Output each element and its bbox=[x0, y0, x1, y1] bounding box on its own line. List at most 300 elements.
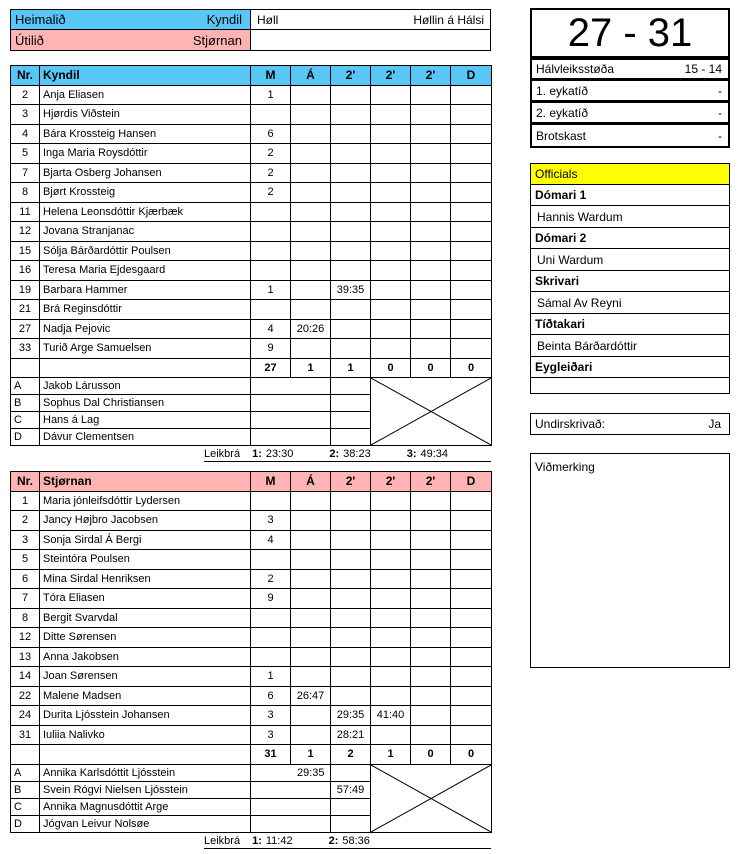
final-score: 27 - 31 bbox=[530, 8, 730, 58]
player-disqualification bbox=[451, 725, 492, 745]
player-goals bbox=[251, 491, 291, 511]
player-number: 13 bbox=[11, 647, 40, 667]
player-suspension-2 bbox=[371, 144, 411, 164]
player-disqualification bbox=[451, 667, 492, 687]
shootout-value: - bbox=[718, 128, 722, 143]
col-suspension-1: 2' bbox=[331, 472, 371, 492]
player-goals: 2 bbox=[251, 183, 291, 203]
player-goals: 9 bbox=[251, 589, 291, 609]
totals-blank bbox=[11, 745, 40, 765]
col-suspension-2: 2' bbox=[371, 66, 411, 86]
player-row bbox=[11, 183, 492, 203]
player-row bbox=[11, 261, 492, 281]
player-goals: 4 bbox=[251, 319, 291, 339]
player-suspension-3 bbox=[411, 163, 451, 183]
player-number: 12 bbox=[11, 628, 40, 648]
home-team-name: Kyndil bbox=[206, 12, 242, 27]
player-disqualification bbox=[451, 124, 492, 144]
official-role: Tíðtakari bbox=[531, 314, 729, 335]
player-suspension-3 bbox=[411, 608, 451, 628]
player-disqualification bbox=[451, 202, 492, 222]
player-name: Sonja Sirdal Á Bergi bbox=[40, 530, 251, 550]
player-warning bbox=[291, 105, 331, 125]
player-number: 6 bbox=[11, 569, 40, 589]
player-suspension-3 bbox=[411, 511, 451, 531]
timeout-number: 1: bbox=[252, 448, 262, 460]
player-disqualification bbox=[451, 300, 492, 320]
player-disqualification bbox=[451, 261, 492, 281]
player-name: Sólja Bárðardóttir Poulsen bbox=[40, 241, 251, 261]
player-number: 21 bbox=[11, 300, 40, 320]
official-code: A bbox=[11, 378, 40, 395]
player-warning bbox=[291, 339, 331, 359]
player-suspension-2 bbox=[371, 589, 411, 609]
player-row bbox=[11, 628, 492, 648]
player-suspension-1 bbox=[331, 569, 371, 589]
player-suspension-2 bbox=[371, 530, 411, 550]
player-row bbox=[11, 589, 492, 609]
remarks-box bbox=[530, 453, 730, 668]
table-header-row bbox=[11, 472, 492, 492]
player-suspension-1 bbox=[331, 511, 371, 531]
player-suspension-2 bbox=[371, 550, 411, 570]
totals-blank bbox=[40, 358, 251, 378]
official-warning bbox=[331, 395, 371, 412]
player-number: 24 bbox=[11, 706, 40, 726]
player-disqualification bbox=[451, 241, 492, 261]
player-suspension-2 bbox=[371, 628, 411, 648]
timeout-time: 58:36 bbox=[342, 835, 370, 847]
player-warning bbox=[291, 608, 331, 628]
player-suspension-1: 39:35 bbox=[331, 280, 371, 300]
official-role: Skrivari bbox=[531, 271, 729, 292]
player-warning bbox=[291, 261, 331, 281]
away-team-header bbox=[10, 30, 491, 51]
player-goals: 3 bbox=[251, 511, 291, 531]
player-suspension-2 bbox=[371, 241, 411, 261]
official-name: Beinta Bárðardóttir bbox=[531, 335, 729, 357]
player-row bbox=[11, 491, 492, 511]
player-number: 33 bbox=[11, 339, 40, 359]
total-s3: 0 bbox=[411, 745, 451, 765]
player-row bbox=[11, 124, 492, 144]
player-warning bbox=[291, 491, 331, 511]
totals-blank bbox=[11, 358, 40, 378]
player-disqualification bbox=[451, 85, 492, 105]
official-timeout: 29:35 bbox=[251, 764, 331, 781]
player-suspension-3 bbox=[411, 706, 451, 726]
player-goals bbox=[251, 608, 291, 628]
team-official-row bbox=[11, 764, 492, 781]
player-row bbox=[11, 608, 492, 628]
player-suspension-1 bbox=[331, 105, 371, 125]
player-suspension-1 bbox=[331, 491, 371, 511]
player-number: 14 bbox=[11, 667, 40, 687]
col-warning: Á bbox=[291, 66, 331, 86]
player-suspension-3 bbox=[411, 319, 451, 339]
player-number: 7 bbox=[11, 163, 40, 183]
player-disqualification bbox=[451, 339, 492, 359]
player-goals: 9 bbox=[251, 339, 291, 359]
player-disqualification bbox=[451, 569, 492, 589]
player-suspension-3 bbox=[411, 569, 451, 589]
official-timeout bbox=[251, 429, 331, 446]
player-suspension-1: 28:21 bbox=[331, 725, 371, 745]
player-goals: 6 bbox=[251, 124, 291, 144]
player-suspension-2 bbox=[371, 491, 411, 511]
player-warning: 26:47 bbox=[291, 686, 331, 706]
player-suspension-2 bbox=[371, 85, 411, 105]
player-suspension-2 bbox=[371, 339, 411, 359]
col-goals: M bbox=[251, 66, 291, 86]
player-warning bbox=[291, 511, 331, 531]
cross-mark bbox=[371, 378, 491, 445]
player-number: 8 bbox=[11, 183, 40, 203]
player-suspension-3 bbox=[411, 300, 451, 320]
player-suspension-3 bbox=[411, 530, 451, 550]
player-suspension-3 bbox=[411, 105, 451, 125]
overtime2-value: - bbox=[718, 105, 722, 120]
official-name: Hans á Lag bbox=[40, 412, 251, 429]
player-goals: 4 bbox=[251, 530, 291, 550]
player-suspension-2 bbox=[371, 163, 411, 183]
team-official-row bbox=[11, 378, 492, 395]
total-s2: 0 bbox=[371, 358, 411, 378]
player-suspension-3 bbox=[411, 647, 451, 667]
player-disqualification bbox=[451, 628, 492, 648]
away-label: Útilið bbox=[15, 32, 44, 48]
player-number: 27 bbox=[11, 319, 40, 339]
official-name: Jógvan Leivur Nolsøe bbox=[40, 815, 251, 832]
col-suspension-3: 2' bbox=[411, 472, 451, 492]
official-name: Annika Magnusdóttit Arge bbox=[40, 798, 251, 815]
player-disqualification bbox=[451, 491, 492, 511]
player-warning bbox=[291, 183, 331, 203]
official-timeout bbox=[251, 815, 331, 832]
player-row bbox=[11, 202, 492, 222]
officials-panel bbox=[530, 163, 730, 394]
player-name: Mina Sirdal Henriksen bbox=[40, 569, 251, 589]
player-goals bbox=[251, 222, 291, 242]
total-s2: 1 bbox=[371, 745, 411, 765]
player-suspension-2 bbox=[371, 511, 411, 531]
player-number: 1 bbox=[11, 491, 40, 511]
player-name: Jancy Højbro Jacobsen bbox=[40, 511, 251, 531]
player-suspension-2 bbox=[371, 300, 411, 320]
player-suspension-1 bbox=[331, 628, 371, 648]
halftime-row bbox=[530, 58, 730, 80]
halftime-label: Hálvleiksstøða bbox=[536, 62, 615, 76]
player-number: 4 bbox=[11, 124, 40, 144]
total-d: 0 bbox=[451, 745, 492, 765]
player-name: Teresa Maria Ejdesgaard bbox=[40, 261, 251, 281]
player-disqualification bbox=[451, 550, 492, 570]
timeout-number: 3: bbox=[406, 448, 417, 460]
timeout-time: 49:34 bbox=[420, 448, 449, 460]
player-row bbox=[11, 105, 492, 125]
official-warning bbox=[331, 798, 371, 815]
player-disqualification bbox=[451, 319, 492, 339]
total-a: 1 bbox=[291, 745, 331, 765]
player-warning bbox=[291, 144, 331, 164]
player-suspension-2 bbox=[371, 202, 411, 222]
player-suspension-1 bbox=[331, 339, 371, 359]
signed-value: Ja bbox=[708, 417, 721, 431]
official-name: Svein Rógvi Nielsen Ljósstein bbox=[40, 781, 251, 798]
official-code: D bbox=[11, 429, 40, 446]
officials-title: Officials bbox=[531, 164, 729, 185]
player-suspension-1 bbox=[331, 85, 371, 105]
player-goals: 2 bbox=[251, 569, 291, 589]
player-disqualification bbox=[451, 511, 492, 531]
player-row bbox=[11, 511, 492, 531]
player-number: 12 bbox=[11, 222, 40, 242]
player-suspension-3 bbox=[411, 686, 451, 706]
player-suspension-3 bbox=[411, 85, 451, 105]
player-row bbox=[11, 85, 492, 105]
player-number: 5 bbox=[11, 550, 40, 570]
player-goals bbox=[251, 202, 291, 222]
venue-name: Høllin á Hálsi bbox=[413, 12, 484, 27]
timeout-number: 2: bbox=[329, 448, 340, 460]
player-warning bbox=[291, 667, 331, 687]
player-disqualification bbox=[451, 608, 492, 628]
player-suspension-2 bbox=[371, 261, 411, 281]
player-suspension-2 bbox=[371, 608, 411, 628]
player-suspension-3 bbox=[411, 144, 451, 164]
player-name: Durita Ljósstein Johansen bbox=[40, 706, 251, 726]
away-team-name: Stjørnan bbox=[192, 32, 242, 48]
player-row bbox=[11, 686, 492, 706]
player-number: 8 bbox=[11, 608, 40, 628]
player-warning bbox=[291, 530, 331, 550]
total-a: 1 bbox=[291, 358, 331, 378]
timeout-number: 2: bbox=[328, 835, 339, 847]
player-warning bbox=[291, 222, 331, 242]
player-suspension-1 bbox=[331, 222, 371, 242]
player-warning bbox=[291, 706, 331, 726]
overtime2-label: 2. eykatíð bbox=[536, 105, 589, 120]
player-disqualification bbox=[451, 589, 492, 609]
player-suspension-2 bbox=[371, 647, 411, 667]
timeout-time: 11:42 bbox=[265, 835, 293, 847]
official-name: Uni Wardum bbox=[531, 249, 729, 271]
player-goals: 2 bbox=[251, 144, 291, 164]
player-suspension-3 bbox=[411, 550, 451, 570]
official-warning bbox=[331, 815, 371, 832]
crossed-cell bbox=[371, 764, 492, 832]
player-suspension-2 bbox=[371, 105, 411, 125]
home-label-cell bbox=[11, 10, 251, 29]
team2-table bbox=[10, 471, 492, 833]
player-suspension-1 bbox=[331, 686, 371, 706]
total-s1: 2 bbox=[331, 745, 371, 765]
player-row bbox=[11, 647, 492, 667]
player-warning bbox=[291, 550, 331, 570]
player-row bbox=[11, 725, 492, 745]
col-suspension-2: 2' bbox=[371, 472, 411, 492]
player-name: Inga Maria Roysdóttir bbox=[40, 144, 251, 164]
player-name: Anna Jakobsen bbox=[40, 647, 251, 667]
player-suspension-2 bbox=[371, 667, 411, 687]
player-row bbox=[11, 241, 492, 261]
player-row bbox=[11, 163, 492, 183]
player-goals bbox=[251, 550, 291, 570]
player-name: Bjørt Krossteig bbox=[40, 183, 251, 203]
team1-table bbox=[10, 65, 492, 446]
player-number: 22 bbox=[11, 686, 40, 706]
player-disqualification bbox=[451, 222, 492, 242]
player-disqualification bbox=[451, 144, 492, 164]
total-d: 0 bbox=[451, 358, 492, 378]
totals-row bbox=[11, 745, 492, 765]
player-suspension-3 bbox=[411, 261, 451, 281]
player-goals bbox=[251, 300, 291, 320]
player-disqualification bbox=[451, 647, 492, 667]
player-suspension-1 bbox=[331, 319, 371, 339]
player-suspension-2 bbox=[371, 686, 411, 706]
timeout-number: 1: bbox=[252, 835, 262, 847]
player-warning bbox=[291, 202, 331, 222]
player-suspension-1 bbox=[331, 183, 371, 203]
player-suspension-1: 29:35 bbox=[331, 706, 371, 726]
player-name: Bára Krossteig Hansen bbox=[40, 124, 251, 144]
col-nr: Nr. bbox=[11, 472, 40, 492]
venue-short: Høll bbox=[257, 12, 279, 27]
player-row bbox=[11, 706, 492, 726]
official-timeout bbox=[251, 798, 331, 815]
player-name: Bergit Svarvdal bbox=[40, 608, 251, 628]
overtime1-row bbox=[530, 80, 730, 102]
player-name: Helena Leonsdóttir Kjærbæk bbox=[40, 202, 251, 222]
player-suspension-3 bbox=[411, 124, 451, 144]
official-name bbox=[531, 378, 729, 399]
col-disqualification: D bbox=[451, 66, 492, 86]
player-goals bbox=[251, 241, 291, 261]
official-timeout bbox=[251, 412, 331, 429]
player-warning bbox=[291, 241, 331, 261]
away-venue-cell bbox=[251, 30, 490, 50]
player-suspension-2 bbox=[371, 280, 411, 300]
official-warning bbox=[331, 764, 371, 781]
player-name: Iuliia Nalivko bbox=[40, 725, 251, 745]
player-number: 2 bbox=[11, 511, 40, 531]
cross-mark bbox=[371, 765, 491, 832]
player-goals bbox=[251, 105, 291, 125]
player-warning bbox=[291, 163, 331, 183]
official-name: Jakob Lárusson bbox=[40, 378, 251, 395]
player-name: Joan Sørensen bbox=[40, 667, 251, 687]
player-suspension-3 bbox=[411, 202, 451, 222]
player-warning bbox=[291, 280, 331, 300]
player-goals bbox=[251, 261, 291, 281]
official-role: Dómari 1 bbox=[531, 185, 729, 206]
player-name: Malene Madsen bbox=[40, 686, 251, 706]
player-goals: 3 bbox=[251, 725, 291, 745]
player-warning bbox=[291, 124, 331, 144]
player-suspension-3 bbox=[411, 589, 451, 609]
player-name: Tóra Eliasen bbox=[40, 589, 251, 609]
player-name: Hjørdis Viðstein bbox=[40, 105, 251, 125]
venue-cell bbox=[251, 10, 490, 29]
player-suspension-1 bbox=[331, 530, 371, 550]
player-suspension-3 bbox=[411, 339, 451, 359]
player-suspension-3 bbox=[411, 667, 451, 687]
official-name: Annika Karlsdóttit Ljósstein bbox=[40, 764, 251, 781]
player-disqualification bbox=[451, 105, 492, 125]
player-disqualification bbox=[451, 706, 492, 726]
player-suspension-2 bbox=[371, 124, 411, 144]
col-team-name: Stjørnan bbox=[40, 472, 251, 492]
player-row bbox=[11, 280, 492, 300]
home-team-header bbox=[10, 9, 491, 30]
official-name: Sophus Dal Christiansen bbox=[40, 395, 251, 412]
total-m: 31 bbox=[251, 745, 291, 765]
player-goals: 3 bbox=[251, 706, 291, 726]
player-number: 11 bbox=[11, 202, 40, 222]
player-suspension-1 bbox=[331, 124, 371, 144]
player-goals: 1 bbox=[251, 85, 291, 105]
halftime-value: 15 - 14 bbox=[684, 62, 722, 76]
official-code: D bbox=[11, 815, 40, 832]
player-number: 31 bbox=[11, 725, 40, 745]
timeout-time: 38:23 bbox=[343, 448, 371, 460]
official-warning bbox=[331, 412, 371, 429]
player-goals bbox=[251, 628, 291, 648]
player-goals: 1 bbox=[251, 667, 291, 687]
player-name: Brá Reginsdóttir bbox=[40, 300, 251, 320]
col-warning: Á bbox=[291, 472, 331, 492]
shootout-label: Brotskast bbox=[536, 128, 587, 143]
shootout-row bbox=[530, 124, 730, 148]
player-suspension-1 bbox=[331, 241, 371, 261]
team1-timeouts bbox=[204, 448, 484, 460]
player-number: 3 bbox=[11, 530, 40, 550]
timeouts-label: Leikbrá bbox=[204, 448, 241, 460]
player-number: 19 bbox=[11, 280, 40, 300]
player-name: Jovana Stranjanac bbox=[40, 222, 251, 242]
player-goals: 6 bbox=[251, 686, 291, 706]
player-suspension-3 bbox=[411, 280, 451, 300]
table-header-row bbox=[11, 66, 492, 86]
player-row bbox=[11, 144, 492, 164]
official-warning bbox=[331, 378, 371, 395]
player-suspension-3 bbox=[411, 628, 451, 648]
player-warning bbox=[291, 628, 331, 648]
timeouts-label: Leikbrá bbox=[204, 835, 241, 847]
official-code: C bbox=[11, 412, 40, 429]
col-disqualification: D bbox=[451, 472, 492, 492]
player-disqualification bbox=[451, 280, 492, 300]
player-suspension-3 bbox=[411, 222, 451, 242]
official-code: A bbox=[11, 764, 40, 781]
official-code: B bbox=[11, 395, 40, 412]
player-suspension-2: 41:40 bbox=[371, 706, 411, 726]
player-warning bbox=[291, 569, 331, 589]
player-goals: 1 bbox=[251, 280, 291, 300]
player-warning: 20:26 bbox=[291, 319, 331, 339]
player-number: 3 bbox=[11, 105, 40, 125]
away-label-cell bbox=[11, 30, 251, 50]
player-name: Nadja Pejovic bbox=[40, 319, 251, 339]
player-row bbox=[11, 339, 492, 359]
player-suspension-2 bbox=[371, 319, 411, 339]
player-disqualification bbox=[451, 163, 492, 183]
player-suspension-1 bbox=[331, 647, 371, 667]
player-row bbox=[11, 667, 492, 687]
player-suspension-1 bbox=[331, 550, 371, 570]
signed-row bbox=[530, 413, 730, 435]
